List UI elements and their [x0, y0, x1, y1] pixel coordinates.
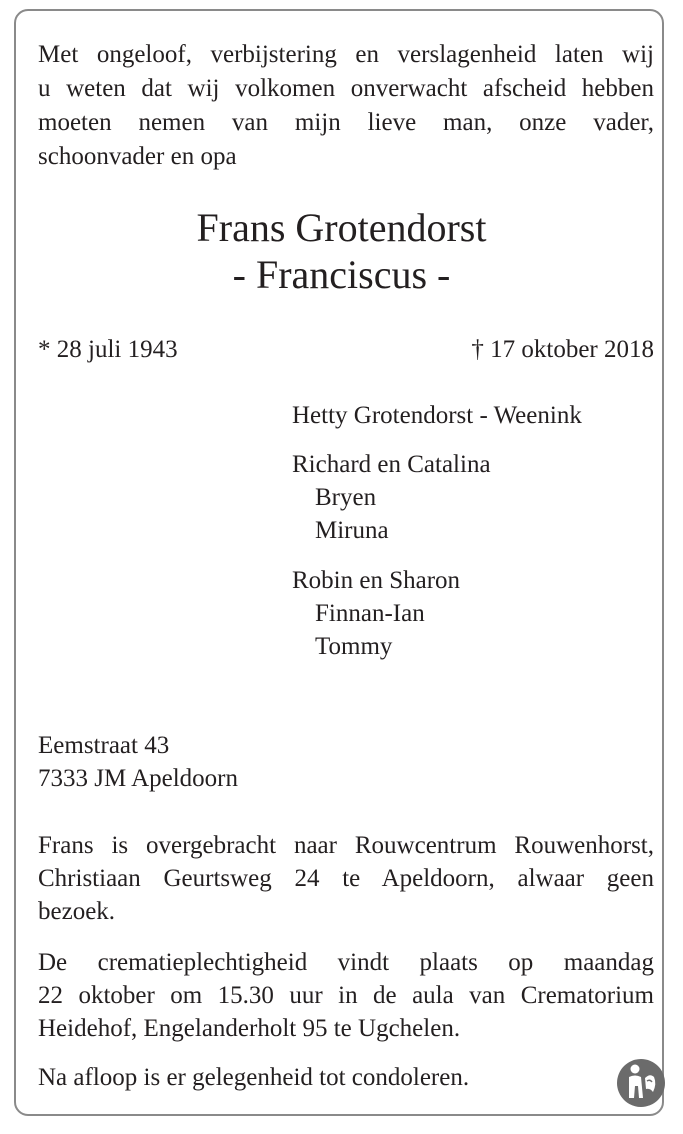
death-date: † 17 oktober 2018: [471, 336, 654, 363]
intro-line: schoonvader en opa: [38, 143, 237, 170]
family-group-parents: Richard en Catalina: [292, 451, 491, 478]
paragraph-line: Frans is overgebracht naar Rouwcentrum Rouwenhorst,: [38, 832, 654, 859]
condolence-figure-icon: [616, 1058, 666, 1108]
paragraph-line: bezoek.: [38, 898, 116, 925]
spouse-name: Hetty Grotendorst - Weenink: [292, 402, 582, 429]
address-city: 7333 JM Apeldoorn: [38, 765, 238, 792]
birth-date: * 28 juli 1943: [38, 336, 178, 363]
family-group-parents: Robin en Sharon: [292, 567, 461, 594]
family-group-child: Finnan-Ian: [315, 600, 425, 627]
family-group-child: Miruna: [315, 517, 389, 544]
deceased-name: Frans Grotendorst: [196, 205, 487, 250]
intro-line: moeten nemen van mijn lieve man, onze vader,: [38, 109, 654, 136]
intro-text: [38, 38, 654, 174]
paragraph-line: Heidehof, Engelanderholt 95 te Ugchelen.: [38, 1015, 461, 1042]
paragraph-line: Christiaan Geurtsweg 24 te Apeldoorn, alwaar geen: [38, 865, 654, 892]
family-group-child: Tommy: [315, 633, 393, 660]
intro-line: Met ongeloof, verbijstering en verslagenheid laten wij: [38, 41, 654, 68]
family-group-child: Bryen: [315, 484, 377, 511]
cremation-paragraph: [38, 946, 654, 1045]
deceased-given-name: - Franciscus -: [232, 252, 451, 297]
paragraph-line: 22 oktober om 15.30 uur in de aula van Crematorium: [38, 982, 654, 1009]
paragraph-line: De crematieplechtigheid vindt plaats op maandag: [38, 949, 654, 976]
condolence-text: Na afloop is er gelegenheid tot condoleren.: [38, 1064, 470, 1091]
transfer-paragraph: [38, 829, 654, 928]
intro-line: u weten dat wij volkomen onverwacht afscheid hebben: [38, 75, 654, 102]
address-street: Eemstraat 43: [38, 732, 170, 759]
